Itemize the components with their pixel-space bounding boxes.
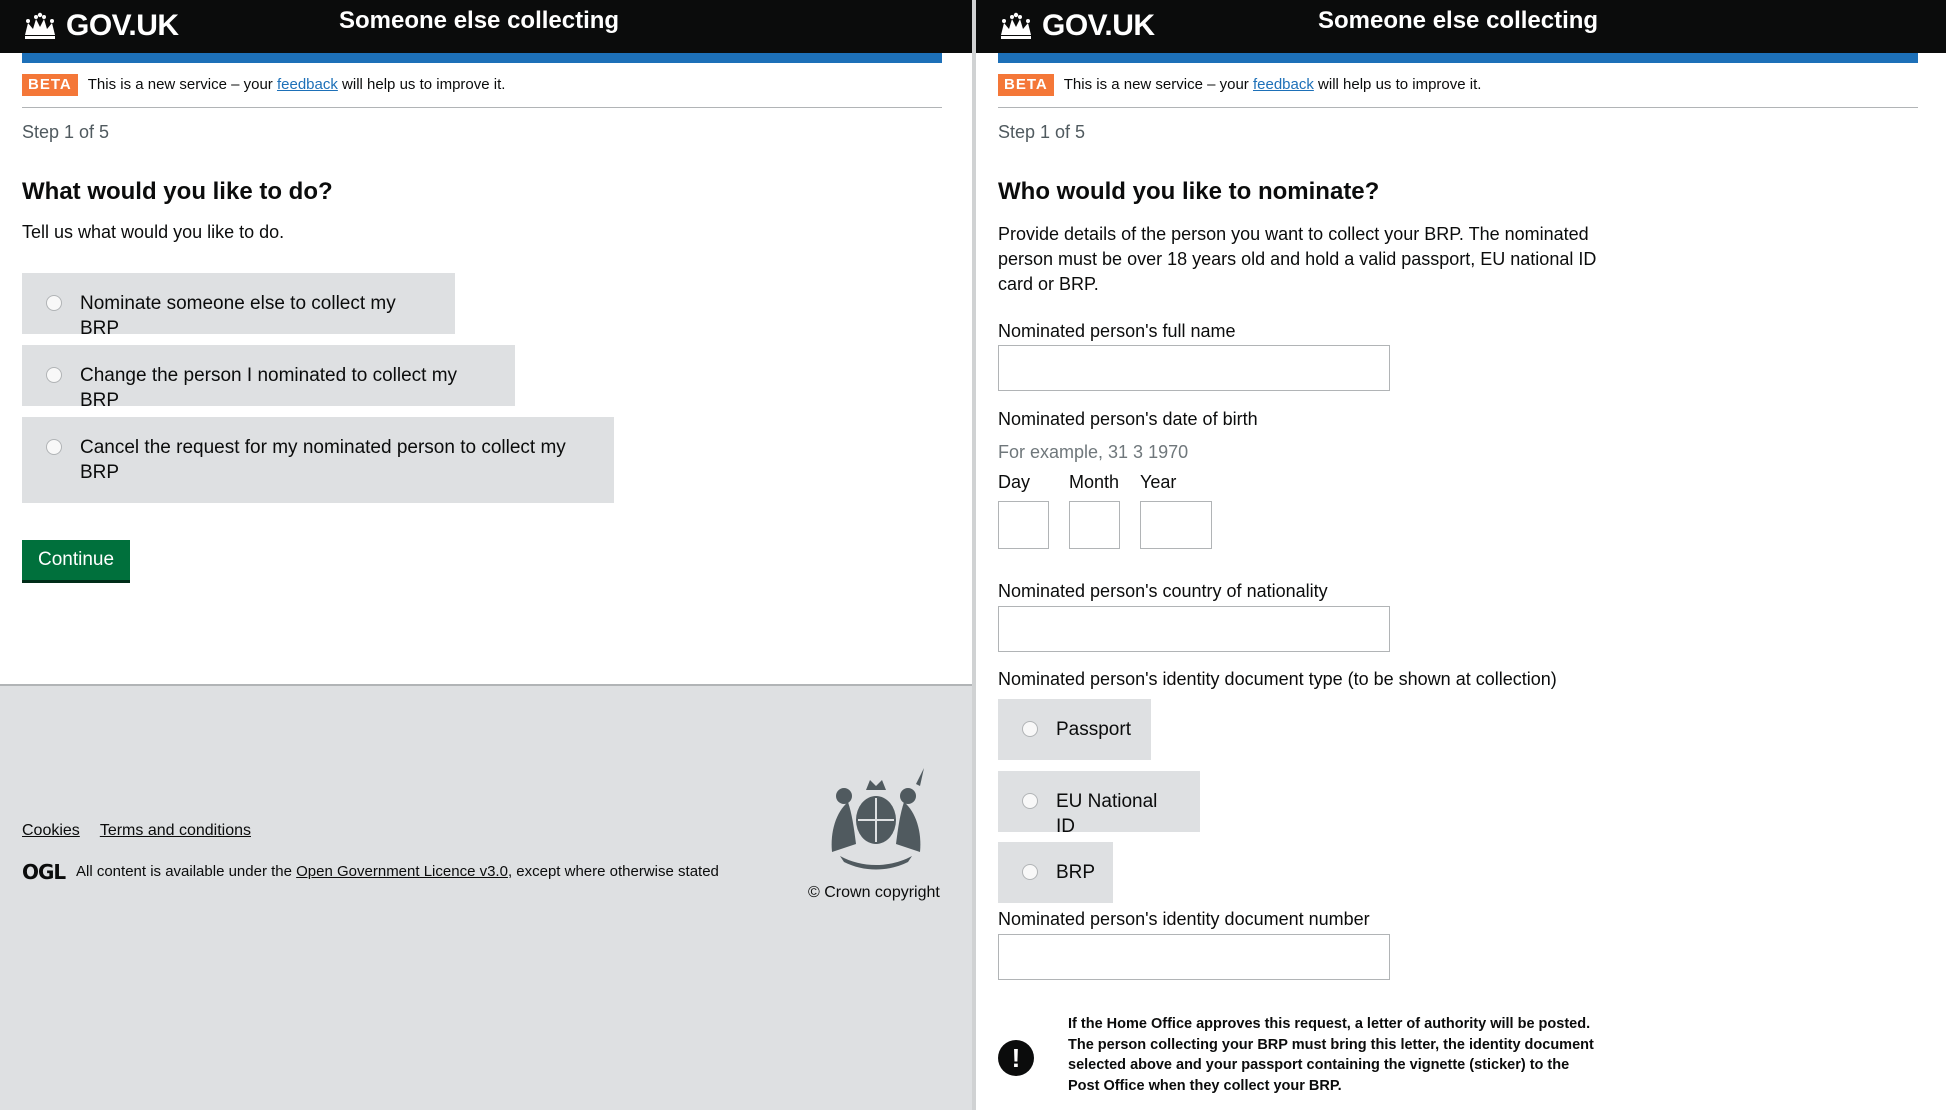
- radio-button[interactable]: [46, 367, 62, 383]
- phase-banner-text: [1064, 74, 1482, 96]
- doc-type-passport[interactable]: [998, 699, 1151, 760]
- header-blue-bar: [22, 53, 942, 63]
- page-lead: Provide details of the person you want to collect your BRP. The nominated person must be over 18 years old and hold a valid passport, EU national ID card or BRP.: [998, 224, 1597, 294]
- phase-text-before: This is a new service – your: [1063, 76, 1253, 93]
- nationality-input[interactable]: [998, 606, 1390, 652]
- dob-label: Nominated person's date of birth: [998, 409, 1258, 429]
- page-hint: Tell us what would you like to do.: [22, 222, 285, 242]
- page-heading: What would you like to do?: [22, 178, 333, 205]
- dob-day-label: Day: [998, 472, 1031, 492]
- warning-text-block: [998, 1014, 1598, 1096]
- licence-link[interactable]: Open Government Licence v3.0: [296, 863, 508, 880]
- footer: [0, 684, 972, 1110]
- licence-text-before: All content is available under the: [76, 863, 297, 880]
- royal-coat-of-arms-icon: [812, 762, 940, 870]
- feedback-link[interactable]: feedback: [1252, 76, 1314, 93]
- govuk-logo-link[interactable]: [22, 9, 179, 43]
- full-name-label: Nominated person's full name: [998, 321, 1236, 341]
- dob-month-input[interactable]: [1069, 501, 1120, 549]
- phase-text-before: This is a new service – your: [87, 76, 277, 93]
- nationality-label: Nominated person's country of nationality: [998, 581, 1328, 601]
- crown-copyright: © Crown copyright: [808, 884, 940, 901]
- dob-hint: For example, 31 3 1970: [998, 442, 1189, 462]
- govuk-header: [976, 0, 1946, 53]
- licence-text-after: , except where otherwise stated: [507, 863, 719, 880]
- logo-text: GOV.UK: [1042, 9, 1155, 42]
- radio-button[interactable]: [1022, 864, 1038, 880]
- step-indicator: Step 1 of 5: [998, 122, 1086, 142]
- beta-tag: BETA: [998, 74, 1054, 96]
- dob-year-input[interactable]: [1140, 501, 1212, 549]
- option-cancel[interactable]: [22, 417, 614, 503]
- step-indicator: Step 1 of 5: [22, 122, 110, 142]
- service-name-link[interactable]: Someone else collecting: [1318, 7, 1599, 34]
- header-blue-bar: [998, 53, 1918, 63]
- doc-type-label-text: EU National ID: [1056, 791, 1158, 837]
- doc-type-label-text: Passport: [1056, 719, 1131, 740]
- phase-banner: [22, 74, 942, 108]
- warning-icon: !: [998, 1040, 1034, 1076]
- doc-type-eu-national-id[interactable]: [998, 771, 1200, 837]
- radio-button[interactable]: [46, 295, 62, 311]
- dob-month-label: Month: [1069, 472, 1120, 492]
- phase-text-after: will help us to improve it.: [337, 76, 506, 93]
- crown-icon: [998, 11, 1034, 41]
- option-label: Change the person I nominated to collect my BRP: [80, 365, 458, 411]
- beta-tag: BETA: [22, 74, 78, 96]
- option-change[interactable]: [22, 345, 515, 411]
- doc-number-label: Nominated person's identity document number: [998, 909, 1370, 929]
- footer-links: [22, 822, 251, 840]
- terms-link[interactable]: Terms and conditions: [99, 822, 251, 839]
- service-name-link[interactable]: Someone else collecting: [339, 7, 620, 34]
- phase-banner: [998, 74, 1918, 108]
- crown-icon: [22, 11, 58, 41]
- dob-year-group: [1140, 472, 1212, 549]
- govuk-logo-link[interactable]: [998, 9, 1155, 43]
- doc-number-input[interactable]: [998, 934, 1390, 980]
- ogl-logo: OGL: [22, 860, 66, 884]
- left-screen: [0, 0, 972, 1110]
- radio-button[interactable]: [46, 439, 62, 455]
- feedback-link[interactable]: feedback: [276, 76, 338, 93]
- dob-day-input[interactable]: [998, 501, 1049, 549]
- logo-text: GOV.UK: [66, 9, 179, 42]
- licence-text: [76, 862, 726, 882]
- dob-day-group: [998, 472, 1049, 549]
- doc-type-label-text: BRP: [1056, 862, 1096, 883]
- right-screen: [976, 0, 1946, 1110]
- option-label: Nominate someone else to collect my BRP: [80, 293, 396, 339]
- page-heading: Who would you like to nominate?: [998, 178, 1380, 205]
- doc-type-label: Nominated person's identity document type (to be shown at collection): [998, 669, 1557, 689]
- warning-text: If the Home Office approves this request, a letter of authority will be posted. The person collecting your BRP must bring this letter, the identity document selected above and your passport containing the vignette (sticker) to the Post Office when they collect your BRP.: [1068, 1016, 1594, 1094]
- continue-button[interactable]: Continue: [22, 540, 130, 580]
- option-label: Cancel the request for my nominated person to collect my BRP: [80, 437, 566, 483]
- phase-text-after: will help us to improve it.: [1313, 76, 1482, 93]
- dob-month-group: [1069, 472, 1120, 549]
- full-name-input[interactable]: [998, 345, 1390, 391]
- radio-button[interactable]: [1022, 721, 1038, 737]
- doc-type-brp[interactable]: [998, 842, 1113, 903]
- phase-banner-text: [88, 74, 506, 96]
- govuk-header: [0, 0, 972, 53]
- dob-year-label: Year: [1140, 472, 1177, 492]
- radio-button[interactable]: [1022, 793, 1038, 809]
- cookies-link[interactable]: Cookies: [22, 822, 80, 839]
- option-nominate[interactable]: [22, 273, 455, 339]
